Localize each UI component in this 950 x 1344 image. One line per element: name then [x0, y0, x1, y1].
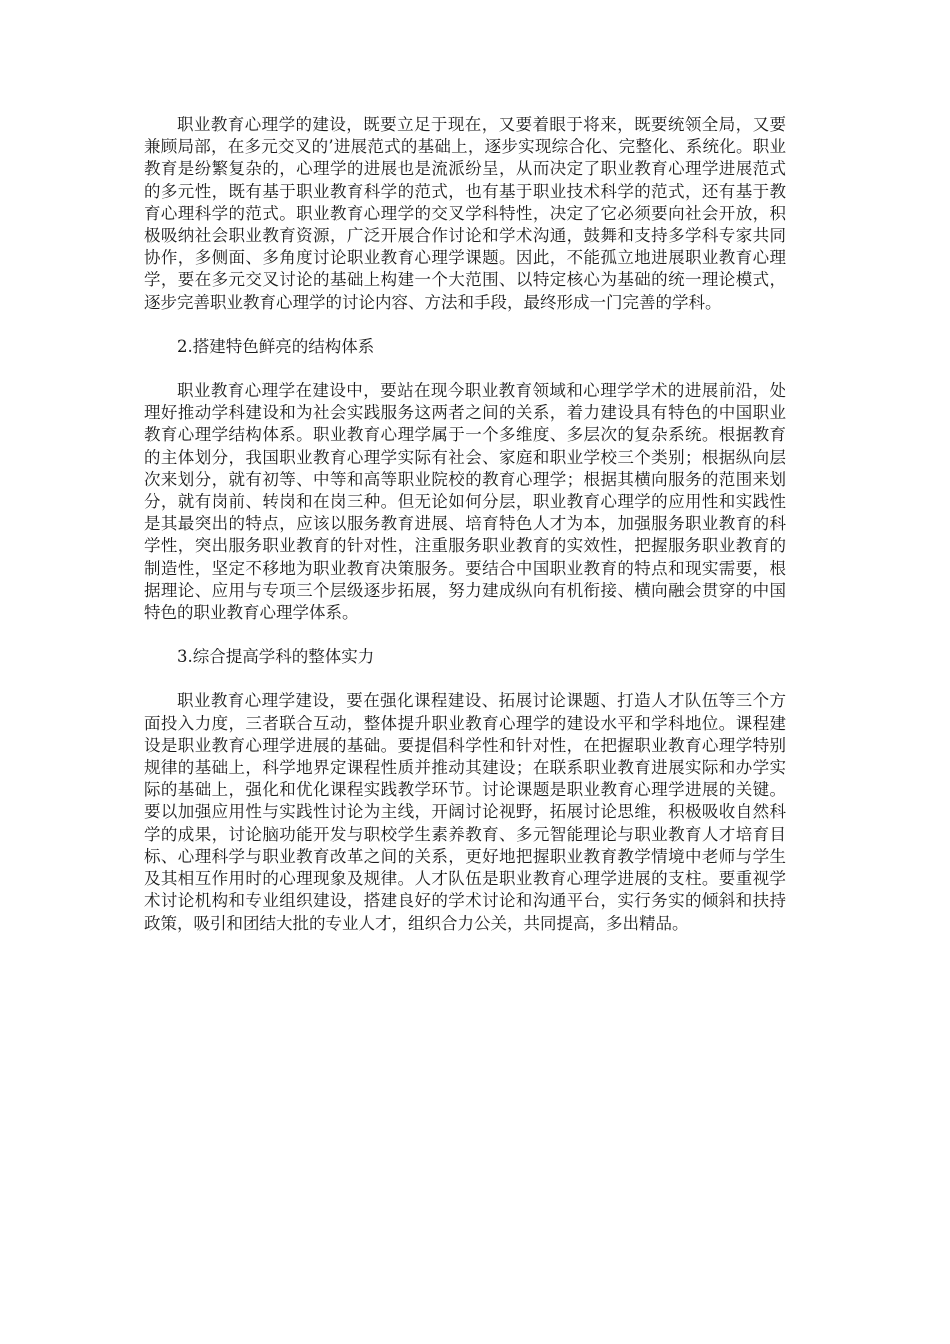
paragraph-structure-system: 职业教育心理学在建设中，要站在现今职业教育领域和心理学学术的进展前沿，处理好推动学科建设和为社会实践服务这两者之间的关系，着力建设具有特色的中国职业教育心理学结构体系。职业教育心理学属于一个多维度、多层次的复杂系统。根据教育的主体划分，我国职业教育心理学实际有社会、家庭和职业学校三个类别；根据纵向层次来划分，就有初等、中等和高等职业院校的教育心理学；根据其横向服务的范围来划分，就有岗前、转岗和在岗三种。但无论如何分层，职业教育心理学的应用性和实践性是其最突出的特点，应该以服务教育进展、培育特色人才为本，加强服务职业教育的科学性，突出服务职业教育的针对性，注重服务职业教育的实效性，把握服务职业教育的制造性，坚定不移地为职业教育决策服务。要结合中国职业教育的特点和现实需要，根据理论、应用与专项三个层级逐步拓展，努力建成纵向有机衔接、横向融会贯穿的中国特色的职业教育心理学体系。	[144, 381, 786, 623]
paragraph-overall-strength: 职业教育心理学建设，要在强化课程建设、拓展讨论课题、打造人才队伍等三个方面投入力度，三者联合互动，整体提升职业教育心理学的建设水平和学科地位。课程建设是职业教育心理学进展的基础。要提倡科学性和针对性，在把握职业教育心理学特别规律的基础上，科学地界定课程性质并推动其建设；在联系职业教育进展实际和办学实际的基础上，强化和优化课程实践教学环节。讨论课题是职业教育心理学进展的关键。要以加强应用性与实践性讨论为主线，开阔讨论视野，拓展讨论思维，积极吸收自然科学的成果，讨论脑功能开发与职校学生素养教育、多元智能理论与职业教育人才培育目标、心理科学与职业教育改革之间的关系，更好地把握职业教育教学情境中老师与学生及其相互作用时的心理现象及规律。人才队伍是职业教育心理学进展的支柱。要重视学术讨论机构和专业组织建设，搭建良好的学术讨论和沟通平台，实行务实的倾斜和扶持政策，吸引和团结大批的专业人才，组织合力公关，共同提高，多出精品。	[144, 691, 786, 933]
document-body	[144, 114, 786, 935]
section-heading-2: 2.搭建特色鲜亮的结构体系	[177, 336, 375, 356]
section-heading-3: 3.综合提高学科的整体实力	[177, 647, 375, 667]
paragraph-intro: 职业教育心理学的建设，既要立足于现在，又要着眼于将来，既要统领全局，又要兼顾局部，在多元交叉的’进展范式的基础上，逐步实现综合化、完整化、系统化。职业教育是纷繁复杂的，心理学的进展也是流派纷呈，从而决定了职业教育心理学进展范式的多元性，既有基于职业教育科学的范式，也有基于职业技术科学的范式，还有基于教育心理科学的范式。职业教育心理学的交叉学科特性，决定了它必须要向社会开放，积极吸纳社会职业教育资源，广泛开展合作讨论和学术沟通，鼓舞和支持多学科专家共同协作，多侧面、多角度讨论职业教育心理学课题。因此，不能孤立地进展职业教育心理学，要在多元交叉讨论的基础上构建一个大范围、以特定核心为基础的统一理论模式，逐步完善职业教育心理学的讨论内容、方法和手段，最终形成一门完善的学科。	[144, 115, 786, 312]
